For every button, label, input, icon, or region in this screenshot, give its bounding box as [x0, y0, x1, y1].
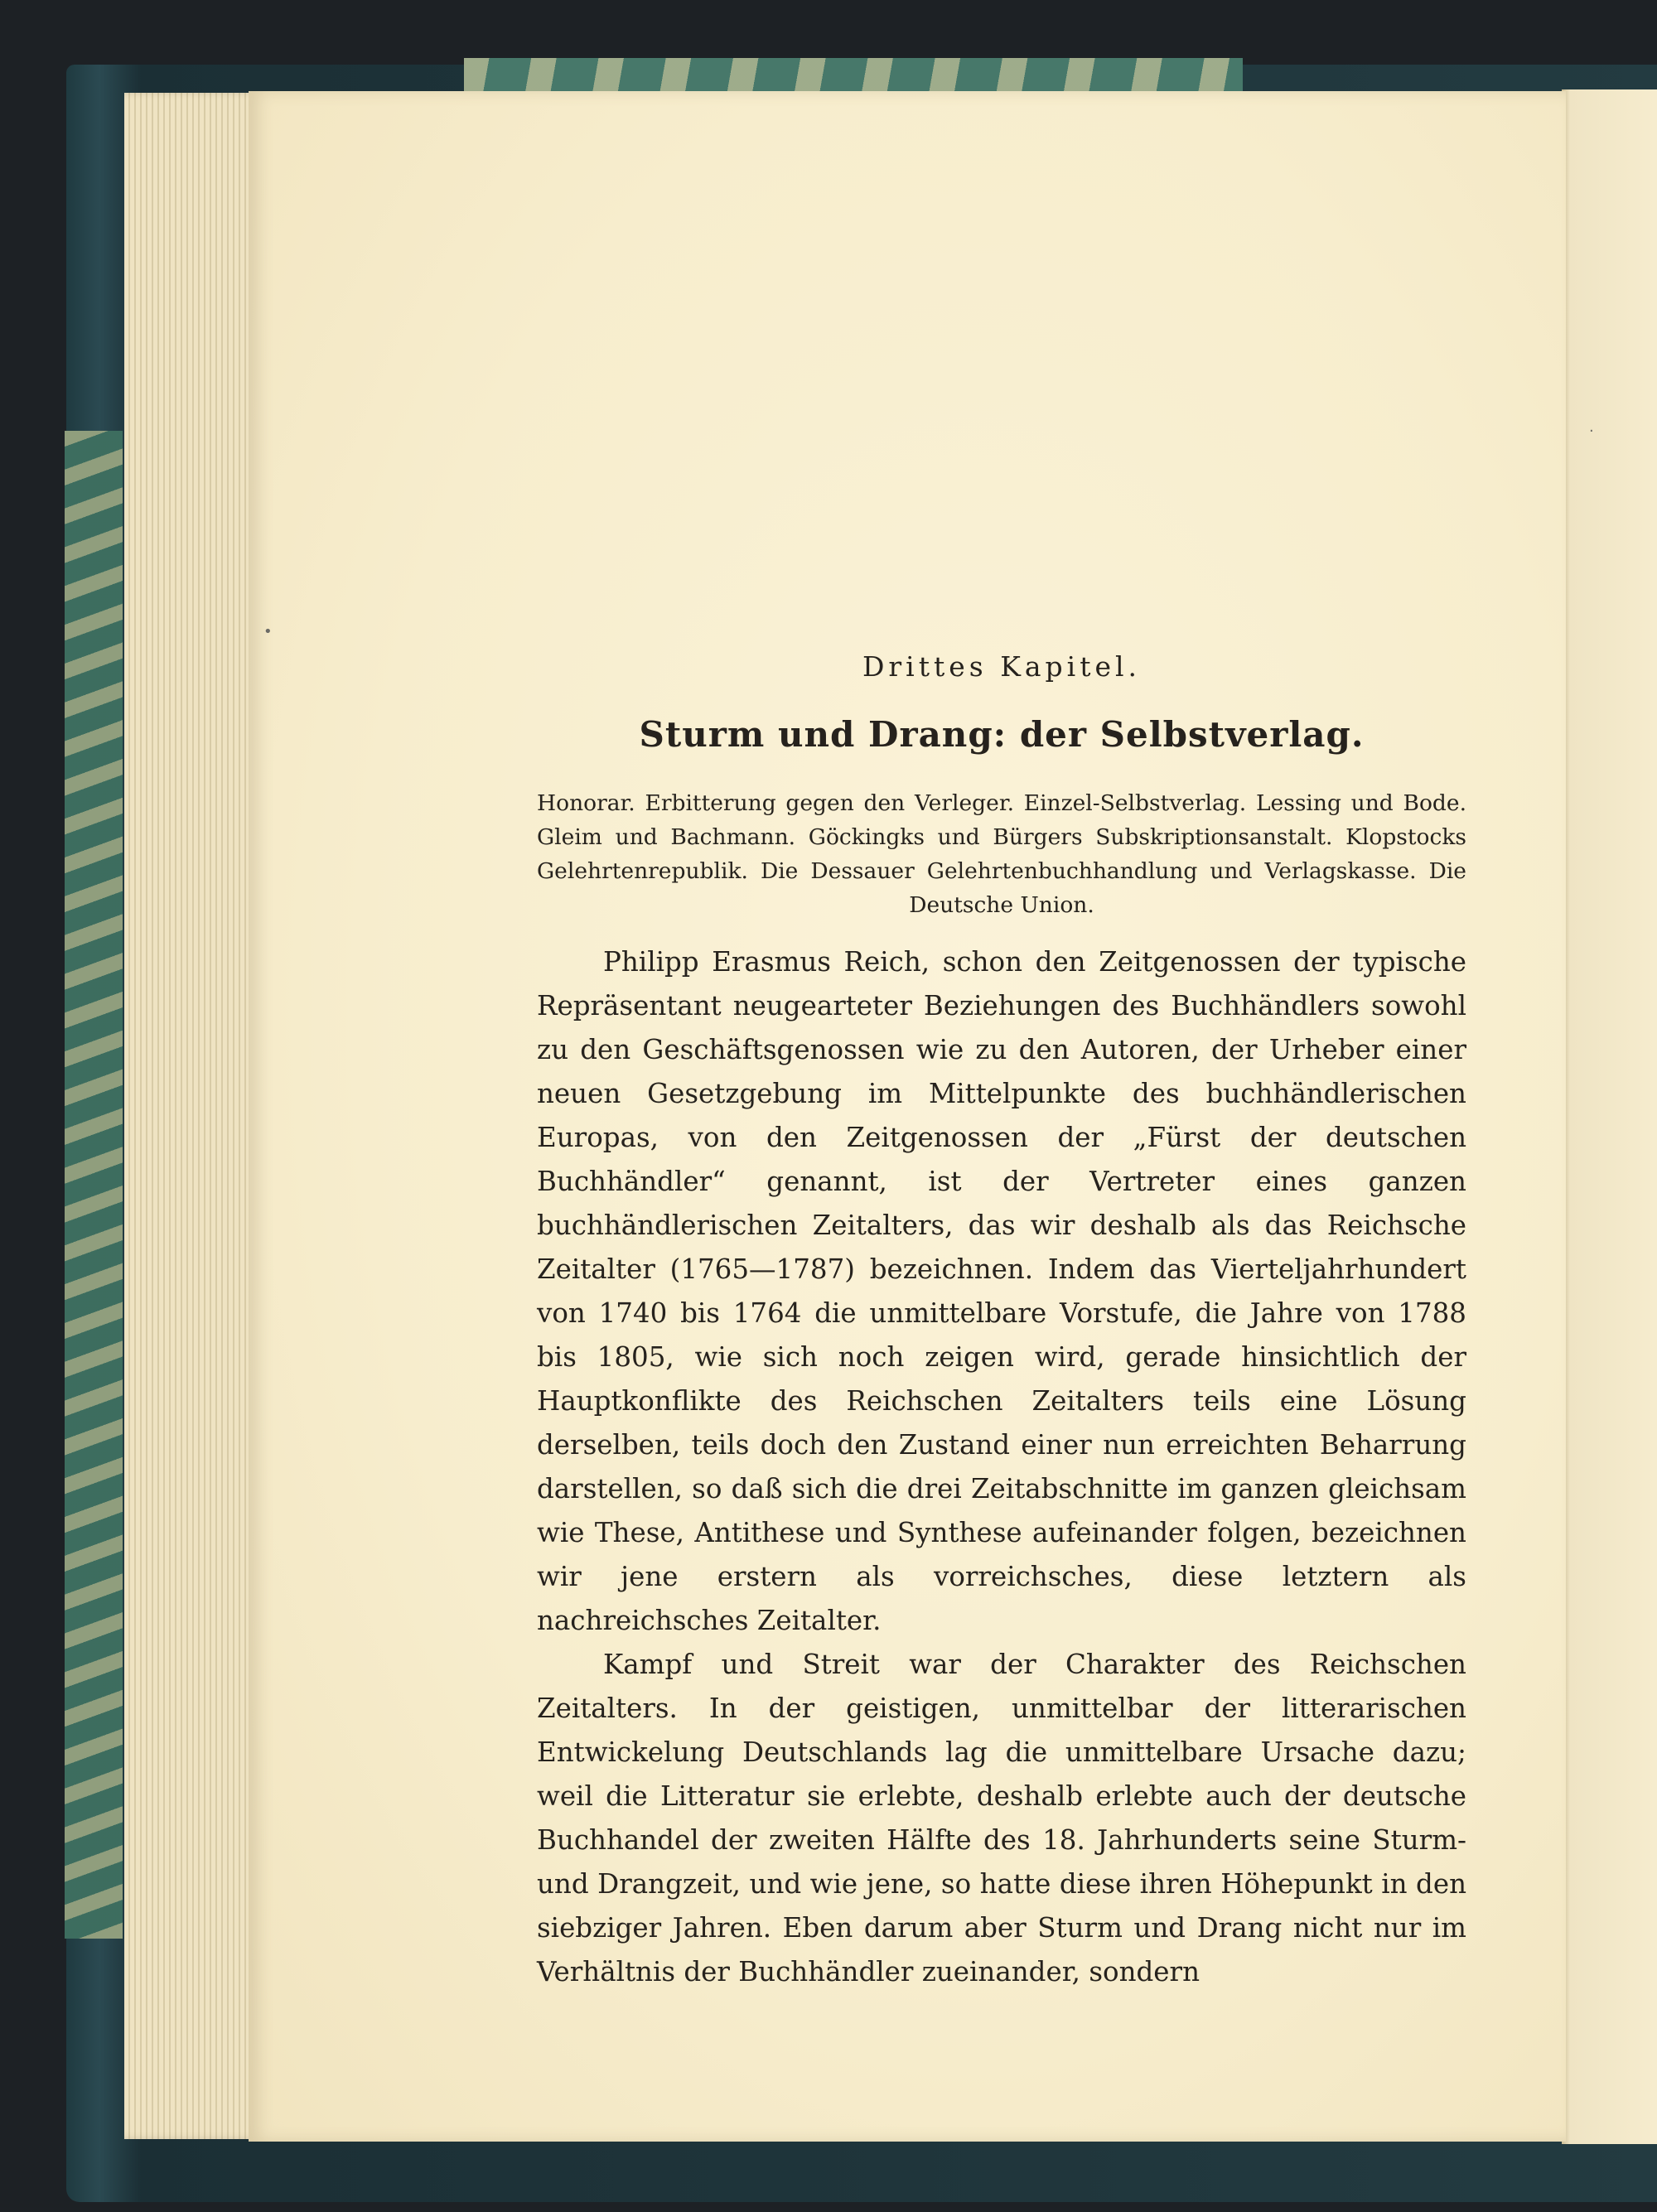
speck-mark: • [263, 623, 273, 640]
speck-mark: · [1589, 423, 1594, 440]
page-stack-edges [124, 93, 265, 2139]
body-paragraph: Philipp Erasmus Reich, schon den Zeitgenossen der typische Repräsentant neugearteter Beziehungen des Buchhändlers sowohl zu den Geschäftsgenossen wie zu den Autoren, der Urheber einer neuen Gesetzgebung im Mittelpunkte des buchhändlerischen Europas, von den Zeitgenossen der „Fürst der deutschen Buchhändler“ genannt, ist der Vertreter eines ganzen buchhändlerischen Zeitalters, das wir deshalb als das Reichsche Zeitalter (1765—1787) bezeichnen. Indem das Vierteljahrhundert von 1740 bis 1764 die unmittelbare Vorstufe, die Jahre von 1788 bis 1805, wie sich noch zeigen wird, gerade hinsichtlich der Hauptkonflikte des Reichschen Zeitalters teils eine Lösung derselben, teils doch den Zustand einer nun erreichten Beharrung darstellen, so daß sich die drei Zeitabschnitte im ganzen gleichsam wie These, Antithese und Synthese aufeinander folgen, bezeichnen wir jene erstern als vorreichsches, diese letztern als nachreichsches Zeitalter. [537, 946, 1466, 1636]
chapter-summary: Honorar. Erbitterung gegen den Verleger. Einzel-Selbstverlag. Lessing und Bode. Gleim und Bachmann. Göckingks und Bürgers Subskriptionsanstalt. Klopstocks Gelehrtenrepublik. Die Dessauer Gelehrtenbuchhandlung und Verlagskasse. Die Deutsche Union. [537, 790, 1466, 918]
body-paragraph: Kampf und Streit war der Charakter des Reichschen Zeitalters. In der geistigen, unmittelbar der litterarischen Entwickelung Deutschlands lag die unmittelbare Ursache dazu; weil die Litteratur sie erlebte, deshalb erlebte auch der deutsche Buchhandel der zweiten Hälfte des 18. Jahrhunderts seine Sturm- und Drangzeit, und wie jene, so hatte diese ihren Höhepunkt in den siebziger Jahren. Eben darum aber Sturm und Drang nicht nur im Verhältnis der Buchhändler zueinander, sondern [537, 1649, 1466, 1987]
page-text [537, 650, 1466, 1994]
marbled-spine [65, 431, 123, 1939]
chapter-number: Drittes Kapitel. [862, 650, 1142, 683]
facing-page-edge [1562, 89, 1657, 2144]
chapter-title: Sturm und Drang: der Selbstverlag. [639, 714, 1365, 755]
